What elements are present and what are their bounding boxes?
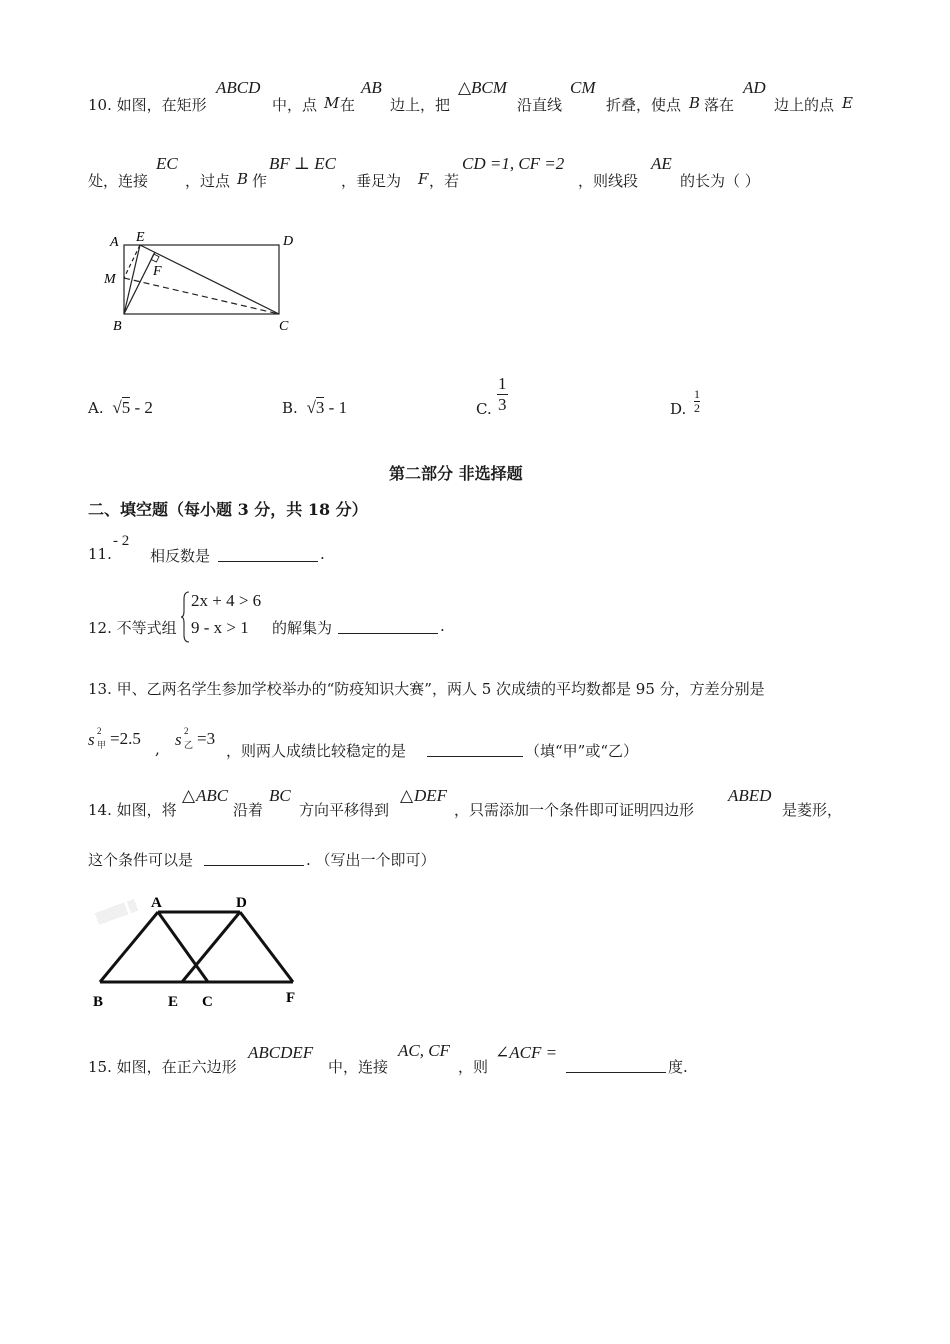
q10-text: 的长为（ ） xyxy=(680,172,760,190)
q12-brace xyxy=(180,591,190,643)
q10-text: 作 xyxy=(252,172,268,190)
q14-translation-figure xyxy=(88,890,308,1015)
label-m: M xyxy=(104,272,116,287)
q13-tail: （填“甲”或“乙） xyxy=(525,742,639,760)
rectangle-abcd xyxy=(124,245,279,314)
q14-math-bc: BC xyxy=(269,786,291,805)
q10-text: 边上的点 xyxy=(774,96,835,114)
q11-text: 相反数是 xyxy=(150,547,211,565)
q15-number: 15. 如图，在正六边形 xyxy=(88,1058,237,1076)
q15-math-angle-acf: ∠ACF = xyxy=(495,1043,558,1062)
segment-ab xyxy=(100,912,158,982)
q11-number: 11. xyxy=(88,545,112,563)
q11 xyxy=(88,535,388,565)
q10-point-b2: B xyxy=(237,170,249,188)
q15-text: 中，连接 xyxy=(328,1058,389,1076)
q13-line2 xyxy=(88,725,688,760)
q10-rectangle-figure xyxy=(100,228,310,338)
numerator: 1 xyxy=(694,387,700,401)
section-fill-blank-heading: 二、填空题（每小题 3 分，共 18 分） xyxy=(88,500,368,519)
segment-bf xyxy=(124,252,155,314)
segment-cm-dashed xyxy=(124,278,279,314)
watermark: ▒▒▒▒ ▒ xyxy=(94,899,139,925)
q12-inequality-1: 2x + 4 > 6 xyxy=(191,591,262,610)
sqrt-sign: √ xyxy=(112,398,122,417)
q15-tail: 度. xyxy=(668,1058,688,1076)
denominator: 3 xyxy=(498,395,507,414)
q11-answer-blank[interactable] xyxy=(218,547,318,562)
fraction-one-half xyxy=(694,388,700,415)
q13-variance-jia: =2.5 xyxy=(110,729,141,748)
q12-answer-blank[interactable] xyxy=(338,619,438,634)
q13-square: 2 xyxy=(184,726,189,736)
q13-square: 2 xyxy=(97,726,102,736)
q10-option-a xyxy=(88,398,153,418)
label-c: C xyxy=(202,994,213,1010)
label-e: E xyxy=(136,230,145,245)
segment-de xyxy=(182,912,240,982)
option-label: A. xyxy=(88,399,104,417)
part2-title: 第二部分 非选择题 xyxy=(389,464,523,483)
q13-s-yi: s xyxy=(175,730,182,749)
q14-triangle-symbol: △ xyxy=(182,786,196,805)
q13-s-jia: s xyxy=(88,730,95,749)
segment-df xyxy=(240,912,293,982)
denominator: 2 xyxy=(694,401,700,415)
q10-text: 边上，把 xyxy=(390,96,451,114)
segment-ec xyxy=(140,245,279,314)
fraction-one-third xyxy=(497,374,508,415)
q10-text: 落在 xyxy=(704,96,735,114)
option-rest: - 2 xyxy=(130,398,153,417)
q11-value: - 2 xyxy=(113,533,130,549)
q15 xyxy=(88,1042,728,1074)
q10-text: 处，连接 xyxy=(88,172,149,190)
q14-triangle-symbol: △ xyxy=(400,786,414,805)
radicand: 3 xyxy=(315,398,325,417)
q10-math-ab: AB xyxy=(361,78,382,97)
label-b: B xyxy=(113,319,122,334)
q14-text: ，只需添加一个条件即可证明四边形 xyxy=(454,801,695,819)
q10-text: 中，点 xyxy=(272,96,318,114)
q10-text: 折叠，使点 xyxy=(606,96,682,114)
option-label: B. xyxy=(282,399,298,417)
q10-text: 在 xyxy=(340,96,356,114)
q15-math-ac-cf: AC, CF xyxy=(398,1041,450,1060)
q14-tail: . （写出一个即可） xyxy=(306,851,436,869)
q10-math-bf-perp-ec: BF ⊥ EC xyxy=(269,154,336,173)
q10-math-bcm: BCM xyxy=(471,78,507,97)
q10-text: 沿直线 xyxy=(517,96,563,114)
q12 xyxy=(88,588,488,648)
q15-answer-blank[interactable] xyxy=(566,1058,666,1073)
option-label: D. xyxy=(670,400,687,418)
q11-period: . xyxy=(320,545,325,563)
q10-point-e: E xyxy=(842,94,853,112)
q13-sub-yi: 乙 xyxy=(184,741,194,751)
q14-answer-blank[interactable] xyxy=(204,851,304,866)
segment-be xyxy=(124,245,140,314)
label-b: B xyxy=(93,994,104,1010)
q14-number: 14. 如图，将 xyxy=(88,801,177,819)
q10-math-ae: AE xyxy=(651,154,672,173)
q14-line2 xyxy=(88,849,508,871)
q15-math-abcdef: ABCDEF xyxy=(248,1043,314,1062)
q15-text: ，则 xyxy=(458,1058,489,1076)
q13-answer-blank[interactable] xyxy=(427,742,523,757)
q10-option-b xyxy=(282,398,347,418)
q10-math-ad: AD xyxy=(743,78,766,97)
q14-text: 这个条件可以是 xyxy=(88,851,194,869)
label-f: F xyxy=(153,264,162,279)
q10-math-ec: EC xyxy=(156,154,178,173)
q13-text: ，则两人成绩比较稳定的是 xyxy=(226,742,407,760)
q14-math-abed: ABED xyxy=(728,786,772,805)
sqrt-sign: √ xyxy=(306,398,316,417)
q14-text: 是菱形， xyxy=(782,801,843,819)
q13-sub-jia: 甲 xyxy=(97,741,107,751)
segment-ac xyxy=(158,912,208,982)
option-label: C. xyxy=(476,400,492,418)
q12-period: . xyxy=(440,617,445,635)
label-d: D xyxy=(236,895,247,911)
q12-text: 的解集为 xyxy=(272,619,333,637)
q14-text: 沿着 xyxy=(233,801,264,819)
q14-math-abc: ABC xyxy=(196,786,229,805)
numerator: 1 xyxy=(498,374,507,393)
q13-line1: 13. 甲、乙两名学生参加学校举办的“防疫知识大赛”，两人 5 次成绩的平均数都是 95 分，方差分别是 xyxy=(88,680,765,698)
label-f: F xyxy=(286,990,296,1006)
q12-inequality-2: 9 - x > 1 xyxy=(191,618,249,637)
q13-variance-yi: =3 xyxy=(197,729,216,748)
q10-point-b: B xyxy=(689,94,701,112)
q12-number: 12. 不等式组 xyxy=(88,619,177,637)
segment-em-dashed xyxy=(124,245,140,278)
radicand: 5 xyxy=(121,398,131,417)
q10-triangle-symbol: △ xyxy=(458,78,472,97)
q10-number: 10. 如图，在矩形 xyxy=(88,96,207,114)
label-e: E xyxy=(168,994,179,1010)
q14-math-def: DEF xyxy=(414,786,448,805)
q10-text: ，垂足为 xyxy=(341,172,402,190)
q10-point-f: F xyxy=(418,170,429,188)
q14-line1 xyxy=(88,787,868,817)
q13-comma: , xyxy=(155,740,160,758)
q14-text: 方向平移得到 xyxy=(299,801,390,819)
label-c: C xyxy=(279,319,289,334)
q10-math-abcd: ABCD xyxy=(216,78,261,97)
q10-math-cm: CM xyxy=(570,78,596,97)
label-a: A xyxy=(110,235,119,250)
q10-math-cd-cf: CD =1, CF =2 xyxy=(462,154,565,173)
option-rest: - 1 xyxy=(324,398,348,417)
q10-text: ，过点 xyxy=(185,172,231,190)
label-a: A xyxy=(151,895,162,911)
q10-point-m: M xyxy=(324,94,340,112)
label-d: D xyxy=(283,234,294,249)
q10-text: ，则线段 xyxy=(578,172,639,190)
q10-text: ，若 xyxy=(429,172,460,190)
